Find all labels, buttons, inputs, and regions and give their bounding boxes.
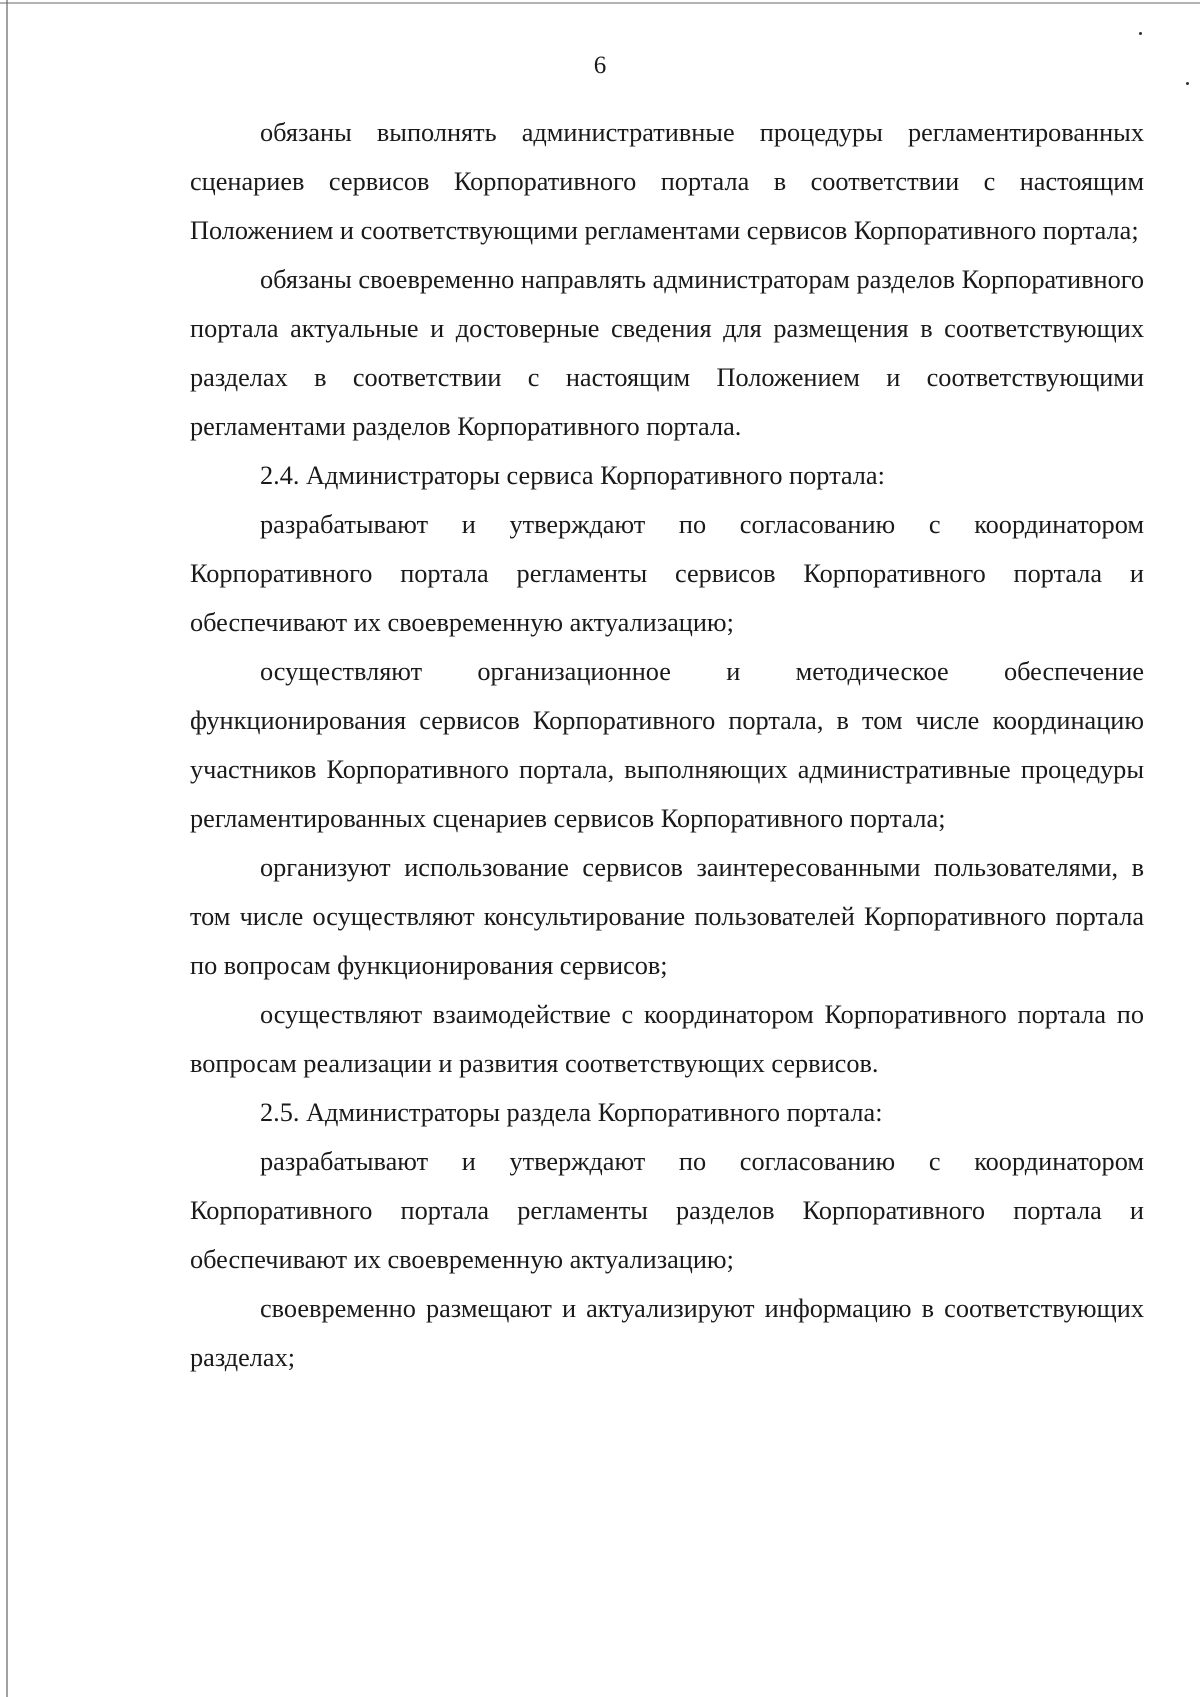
paragraph: обязаны выполнять административные процедуры регламентированных сценариев сервисов Корпоративного портала в соответствии с настоящим Положением и соответствующими регламентами сервисов Корпоративного портала; [190, 118, 1144, 245]
section-heading-2-4: 2.4. Администраторы сервиса Корпоративного портала: [260, 461, 885, 490]
paragraph: своевременно размещают и актуализируют информацию в соответствующих разделах; [190, 1294, 1144, 1372]
paragraph: осуществляют взаимодействие с координатором Корпоративного портала по вопросам реализации и развития соответствующих сервисов. [190, 1000, 1144, 1078]
paragraph: обязаны своевременно направлять администраторам разделов Корпоративного портала актуальные и достоверные сведения для размещения в соответствующих разделах в соответствии с настоящим Положением и соответствующими регламентами разделов Корпоративного портала. [190, 265, 1144, 441]
scan-speck [1186, 82, 1189, 85]
page-number: 6 [593, 52, 607, 79]
paragraph: разрабатывают и утверждают по согласованию с координатором Корпоративного портала регламенты сервисов Корпоративного портала и обеспечивают их своевременную актуализацию; [190, 510, 1144, 637]
scan-edge-top [0, 2, 1200, 4]
paragraph: организуют использование сервисов заинтересованными пользователями, в том числе осуществляют консультирование пользователей Корпоративного портала по вопросам функционирования сервисов; [190, 853, 1144, 980]
scan-edge-left [6, 0, 8, 1697]
document-body [190, 108, 1144, 1382]
paragraph: разрабатывают и утверждают по согласованию с координатором Корпоративного портала регламенты разделов Корпоративного портала и обеспечивают их своевременную актуализацию; [190, 1147, 1144, 1274]
scan-speck [1139, 32, 1142, 35]
paragraph: осуществляют организационное и методическое обеспечение функционирования сервисов Корпоративного портала, в том числе координацию участников Корпоративного портала, выполняющих административные процедуры регламентированных сценариев сервисов Корпоративного портала; [190, 657, 1144, 833]
section-heading-2-5: 2.5. Администраторы раздела Корпоративного портала: [260, 1098, 883, 1127]
